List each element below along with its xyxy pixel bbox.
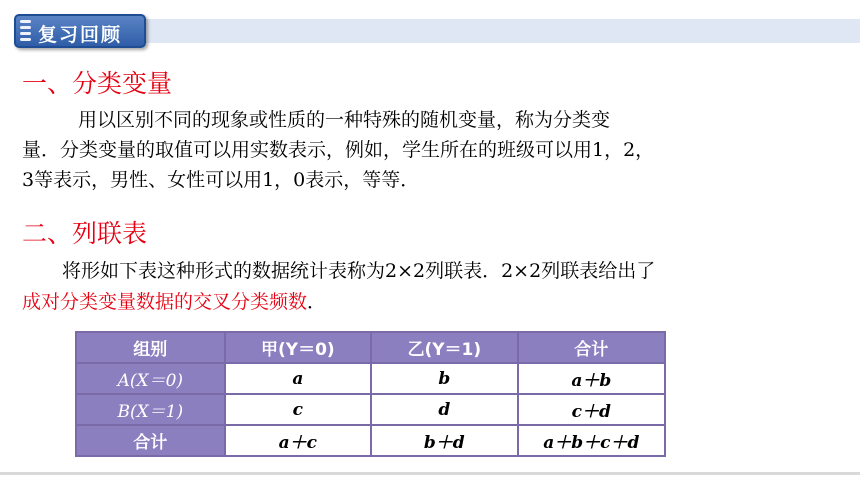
- section2-para-line2: [22, 288, 326, 316]
- badge-label: 复习回顾: [38, 24, 123, 46]
- section1-para-line1: 用以区别不同的现象或性质的一种特殊的随机变量，称为分类变: [78, 109, 611, 131]
- header-bar: [140, 19, 860, 43]
- table-cell: a＋c: [225, 425, 371, 456]
- row-label: B(X＝1): [76, 394, 225, 425]
- section2-para-line1: 将形如下表这种形式的数据统计表称为2×2列联表．2×2列联表给出了: [62, 260, 656, 282]
- table-cell: c＋d: [518, 394, 665, 425]
- section2-heading: 二、列联表: [22, 219, 148, 248]
- table-cell: a＋b: [518, 363, 665, 394]
- section2-para-end: ．: [307, 291, 327, 313]
- section1-heading: 一、分类变量: [22, 69, 173, 98]
- table-header-row: [76, 332, 665, 363]
- table-cell: c: [225, 394, 371, 425]
- row-label: 合计: [76, 425, 225, 456]
- section1-para-line3: 3等表示，男性、女性可以用1，0表示，等等．: [22, 169, 420, 191]
- table-header-cell: 合计: [518, 332, 665, 363]
- bottom-divider: [0, 472, 860, 475]
- table-cell: b＋d: [371, 425, 517, 456]
- section2-highlight: 成对分类变量数据的交叉分类频数: [22, 291, 308, 313]
- table-cell: a＋b＋c＋d: [518, 425, 665, 456]
- table-row: [76, 425, 665, 456]
- row-label: A(X＝0): [76, 363, 225, 394]
- table-row: [76, 394, 665, 425]
- table-cell: d: [371, 394, 517, 425]
- table-header-cell: 乙(Y＝1): [371, 332, 517, 363]
- table-cell: a: [225, 363, 371, 394]
- table-cell: b: [371, 363, 517, 394]
- table-header-cell: 组别: [76, 332, 225, 363]
- review-badge: [14, 14, 146, 48]
- table-row: [76, 363, 665, 394]
- notebook-spiral-icon: [20, 20, 32, 42]
- contingency-table: [75, 331, 666, 457]
- table-header-cell: 甲(Y＝0): [225, 332, 371, 363]
- header-strip: [0, 14, 860, 48]
- section1-para-line2: 量．分类变量的取值可以用实数表示，例如，学生所在的班级可以用1，2，: [22, 139, 655, 161]
